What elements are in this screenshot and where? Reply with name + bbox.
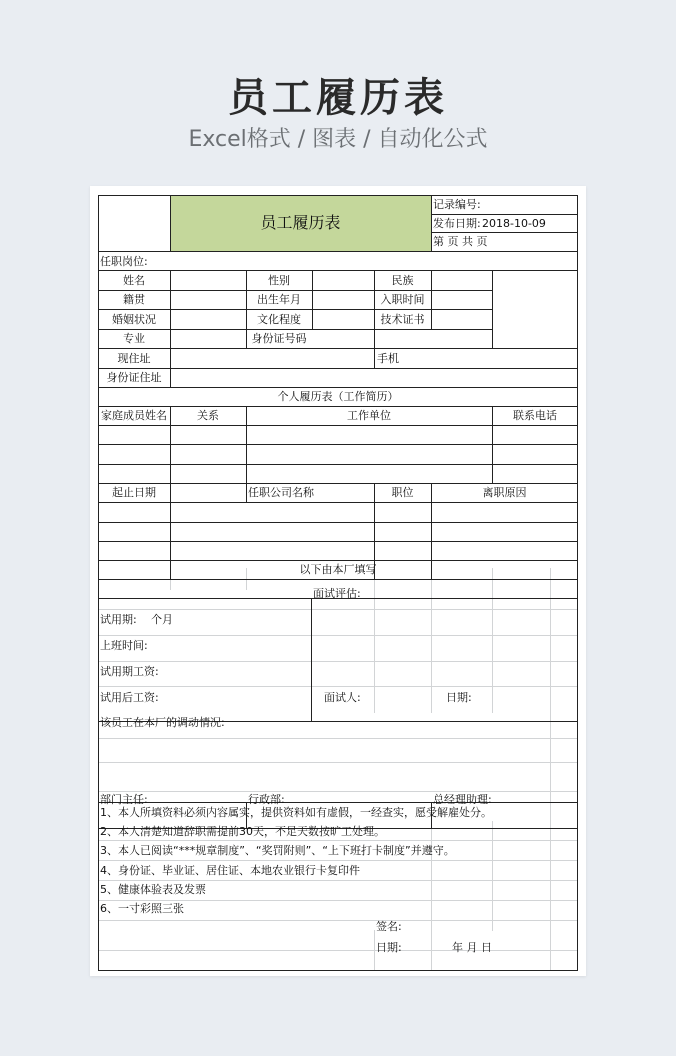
border-line (431, 270, 432, 329)
publish-date-label: 发布日期: (433, 217, 481, 230)
gridline (98, 609, 578, 610)
birth-label: 出生年月 (257, 293, 301, 306)
border-line (98, 290, 492, 291)
note-4: 4、身份证、毕业证、居住证、本地农业银行卡复印件 (100, 864, 360, 877)
address-label: 现住址 (117, 352, 151, 365)
gridline (98, 635, 578, 636)
border-line (170, 270, 171, 387)
border-line (98, 387, 578, 388)
relation-label: 关系 (197, 409, 219, 422)
job-label: 职位 (391, 486, 414, 499)
period-label: 起止日期 (112, 486, 156, 499)
gridline (431, 568, 432, 713)
gridline (98, 860, 578, 861)
border-line (374, 348, 375, 368)
gridline (374, 568, 375, 713)
cert-label: 技术证书 (380, 313, 425, 326)
gridline (98, 762, 578, 763)
probation-months: 个月 (151, 613, 173, 626)
gridline (98, 840, 578, 841)
admin-label: 行政部: (248, 793, 285, 806)
id-no-label: 身份证号码 (251, 332, 307, 345)
phone-label: 联系电话 (513, 409, 557, 422)
border-line (98, 309, 492, 310)
border-line (98, 195, 99, 971)
origin-label: 籍贯 (123, 293, 145, 306)
interview-date-label: 日期: (446, 691, 472, 704)
join-date-label: 入职时间 (380, 293, 425, 306)
sign-label: 签名: (376, 920, 402, 933)
border-line (577, 195, 578, 971)
gridline (492, 821, 493, 931)
note-3: 3、本人已阅读“***规章制度”、“奖罚附则”、“上下班打卡制度”并遵守。 (100, 844, 455, 857)
major-label: 专业 (123, 332, 145, 345)
border-line (492, 270, 493, 348)
gridline (98, 900, 578, 901)
sign-ymd: 年 月 日 (452, 941, 492, 954)
border-line (98, 329, 492, 330)
transfer-label: 该员工在本厂的调动情况: (100, 716, 225, 729)
gridline (98, 661, 578, 662)
probation-label: 试用期: (100, 613, 137, 626)
ethnicity-label: 民族 (391, 274, 414, 287)
gridline (550, 568, 551, 971)
publish-date-value: 2018-10-09 (482, 217, 546, 230)
leave-reason-label: 离职原因 (482, 486, 527, 499)
sign-date-label: 日期: (376, 941, 402, 954)
interview-eval-label: 面试评估: (313, 587, 361, 600)
after-wage-label: 试用后工资: (100, 691, 159, 704)
note-1: 1、本人所填资料必须内容属实，提供资料如有虚假，一经查实，愿受解雇处分。 (100, 806, 492, 819)
gridline (98, 738, 578, 739)
border-line (98, 970, 578, 971)
position-label: 任职岗位: (100, 255, 148, 268)
record-no-label: 记录编号: (433, 198, 481, 211)
banner-subtitle: Excel格式 / 图表 / 自动化公式 (188, 127, 488, 152)
gm-assistant-label: 总经理助理: (433, 793, 492, 806)
form-title: 员工履历表 (260, 213, 341, 232)
mobile-label: 手机 (377, 352, 399, 365)
note-2: 2、本人清楚知道辞职需提前30天，不足天数按旷工处理。 (100, 825, 385, 838)
note-6: 6、一寸彩照三张 (100, 902, 184, 915)
page-count-label: 第 页 共 页 (433, 235, 488, 248)
banner-title: 员工履历表 (228, 75, 448, 121)
work-unit-label: 工作单位 (347, 409, 391, 422)
border-line (311, 598, 312, 721)
factory-header: 以下由本厂填写 (299, 563, 377, 576)
gridline (98, 880, 578, 881)
family-name-label: 家庭成员姓名 (101, 409, 167, 422)
border-line (312, 270, 313, 329)
gender-label: 性别 (268, 274, 290, 287)
border-line (98, 802, 578, 803)
resume-form-sheet (98, 195, 578, 971)
work-time-label: 上班时间: (100, 639, 148, 652)
gridline (98, 920, 578, 921)
form-paper (90, 186, 586, 976)
interviewer-label: 面试人: (324, 691, 361, 704)
border-line (431, 195, 432, 251)
gridline (492, 568, 493, 713)
gridline (98, 791, 578, 792)
resume-header: 个人履历表（工作简历） (277, 390, 399, 403)
border-line (431, 214, 578, 215)
dept-head-label: 部门主任: (100, 793, 148, 806)
id-address-label: 身份证住址 (106, 371, 162, 384)
border-line (98, 251, 578, 252)
note-5: 5、健康体验表及发票 (100, 883, 206, 896)
education-label: 文化程度 (257, 313, 301, 326)
marital-label: 婚姻状况 (112, 313, 156, 326)
border-line (98, 579, 578, 580)
probation-wage-label: 试用期工资: (100, 665, 159, 678)
border-line (431, 232, 578, 233)
company-label: 任职公司名称 (248, 486, 314, 499)
gridline (98, 950, 578, 951)
name-label: 姓名 (123, 274, 145, 287)
gridline (98, 686, 578, 687)
